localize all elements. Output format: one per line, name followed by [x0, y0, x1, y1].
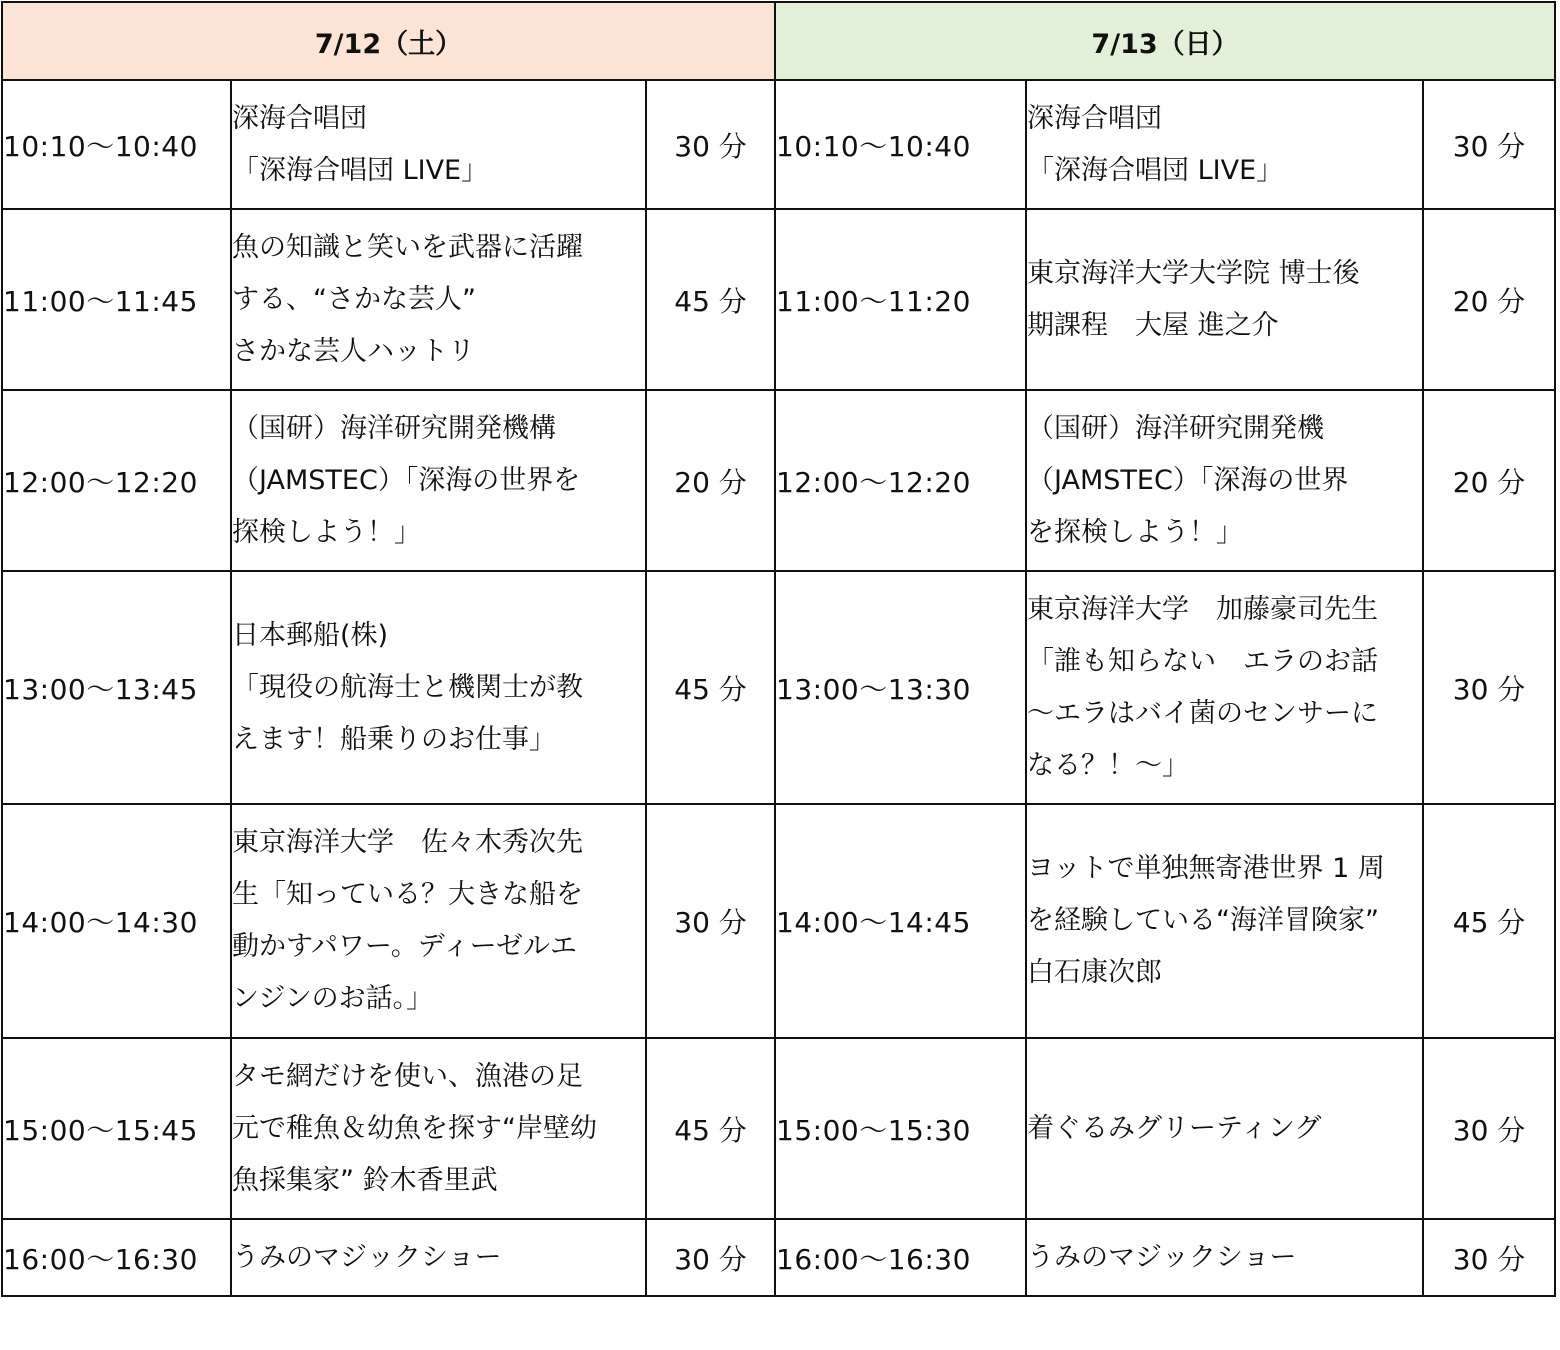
- schedule-row: [2, 390, 1555, 571]
- program-text-line: 「深海合唱団 LIVE」: [1027, 154, 1284, 186]
- sun-program-cell: [1026, 1219, 1423, 1296]
- schedule-row: [2, 80, 1555, 209]
- sat-program-cell: [231, 80, 646, 209]
- program-text-line: する、“さかな芸人”: [232, 283, 476, 315]
- sat-duration-cell: 45 分: [646, 571, 775, 804]
- sun-program-cell: [1026, 390, 1423, 571]
- schedule-row: [2, 804, 1555, 1038]
- sat-program-cell: [231, 209, 646, 390]
- sat-duration-cell: 20 分: [646, 390, 775, 571]
- program-text-line: 東京海洋大学大学院 博士後: [1027, 257, 1360, 289]
- sat-time-cell: 14:00～14:30: [2, 804, 231, 1038]
- sun-time-cell: 12:00～12:20: [775, 390, 1026, 571]
- program-text-line: を探検しよう！」: [1027, 516, 1244, 548]
- header-row: [2, 2, 1555, 80]
- sun-duration-cell: 30 分: [1423, 1219, 1555, 1296]
- program-text-line: （JAMSTEC）「深海の世界を: [232, 464, 581, 496]
- sun-program-cell: [1026, 209, 1423, 390]
- program-text-line: 探検しよう！」: [232, 516, 421, 548]
- schedule-row: [2, 571, 1555, 804]
- sun-program-cell: [1026, 1038, 1423, 1219]
- sat-program-cell: [231, 804, 646, 1038]
- program-text-line: 魚の知識と笑いを武器に活躍: [232, 231, 583, 263]
- sat-time-cell: 13:00～13:45: [2, 571, 231, 804]
- program-text-line: 魚採集家” 鈴木香里武: [232, 1164, 498, 1196]
- sun-duration-cell: 20 分: [1423, 390, 1555, 571]
- sat-duration-cell: 45 分: [646, 209, 775, 390]
- sat-time-cell: 12:00～12:20: [2, 390, 231, 571]
- sun-program-cell: [1026, 804, 1423, 1038]
- program-text-line: うみのマジックショー: [1027, 1241, 1297, 1273]
- sat-program-cell: [231, 1038, 646, 1219]
- program-text-line: 期課程 大屋 進之介: [1027, 309, 1279, 341]
- sun-program-cell: [1026, 571, 1423, 804]
- sun-time-cell: 14:00～14:45: [775, 804, 1026, 1038]
- sun-program-cell: [1026, 80, 1423, 209]
- sat-duration-cell: 30 分: [646, 80, 775, 209]
- program-text-line: 深海合唱団: [1027, 102, 1163, 134]
- program-text-line: 元で稚魚＆幼魚を探す“岸壁幼: [232, 1112, 597, 1144]
- program-text-line: 深海合唱団: [232, 102, 367, 134]
- sat-duration-cell: 45 分: [646, 1038, 775, 1219]
- sat-duration-cell: 30 分: [646, 1219, 775, 1296]
- sun-duration-cell: 20 分: [1423, 209, 1555, 390]
- program-text-line: ヨットで単独無寄港世界 1 周: [1027, 853, 1385, 884]
- program-text-line: （国研）海洋研究開発機: [1027, 412, 1325, 444]
- day2-header: 7/13（日）: [775, 2, 1555, 80]
- sun-time-cell: 16:00～16:30: [775, 1219, 1026, 1296]
- sat-time-cell: 11:00～11:45: [2, 209, 231, 390]
- day1-header: 7/12（土）: [2, 2, 775, 80]
- program-text-line: 日本郵船(株): [232, 619, 389, 651]
- sun-duration-cell: 45 分: [1423, 804, 1555, 1038]
- program-text-line: 「現役の航海士と機関士が教: [232, 671, 583, 703]
- sun-time-cell: 13:00～13:30: [775, 571, 1026, 804]
- schedule-row: [2, 1219, 1555, 1296]
- program-text-line: 動かすパワー。ディーゼルエ: [232, 931, 578, 962]
- sat-time-cell: 15:00～15:45: [2, 1038, 231, 1219]
- sun-duration-cell: 30 分: [1423, 1038, 1555, 1219]
- program-text-line: 「深海合唱団 LIVE」: [232, 154, 489, 186]
- program-text-line: 着ぐるみグリーティング: [1027, 1112, 1322, 1144]
- program-text-line: タモ網だけを使い、漁港の足: [232, 1060, 583, 1092]
- sun-time-cell: 15:00～15:30: [775, 1038, 1026, 1219]
- program-text-line: （JAMSTEC）「深海の世界: [1027, 464, 1349, 496]
- program-text-line: 生「知っている？大きな船を: [232, 879, 583, 910]
- program-text-line: （国研）海洋研究開発機構: [232, 412, 556, 444]
- program-text-line: 白石康次郎: [1027, 957, 1163, 988]
- program-text-line: うみのマジックショー: [232, 1241, 502, 1273]
- schedule-row: [2, 1038, 1555, 1219]
- sun-duration-cell: 30 分: [1423, 80, 1555, 209]
- sat-time-cell: 16:00～16:30: [2, 1219, 231, 1296]
- program-text-line: 「誰も知らない エラのお話: [1027, 645, 1379, 677]
- program-text-line: さかな芸人ハットリ: [232, 335, 475, 367]
- sat-time-cell: 10:10～10:40: [2, 80, 231, 209]
- sun-duration-cell: 30 分: [1423, 571, 1555, 804]
- event-schedule-table: [1, 1, 1556, 1297]
- program-text-line: 東京海洋大学 佐々木秀次先: [232, 827, 583, 858]
- schedule-body: [2, 80, 1555, 1296]
- program-text-line: を経験している“海洋冒険家”: [1027, 905, 1380, 936]
- sat-program-cell: [231, 390, 646, 571]
- program-text-line: 東京海洋大学 加藤豪司先生: [1027, 593, 1379, 625]
- schedule-row: [2, 209, 1555, 390]
- program-text-line: ～エラはバイ菌のセンサーに: [1027, 697, 1379, 729]
- sun-time-cell: 11:00～11:20: [775, 209, 1026, 390]
- program-text-line: なる？！～」: [1027, 749, 1190, 781]
- sat-duration-cell: 30 分: [646, 804, 775, 1038]
- program-text-line: ンジンのお話。」: [232, 983, 434, 1014]
- sat-program-cell: [231, 571, 646, 804]
- program-text-line: えます！船乗りのお仕事」: [232, 723, 556, 755]
- sun-time-cell: 10:10～10:40: [775, 80, 1026, 209]
- sat-program-cell: [231, 1219, 646, 1296]
